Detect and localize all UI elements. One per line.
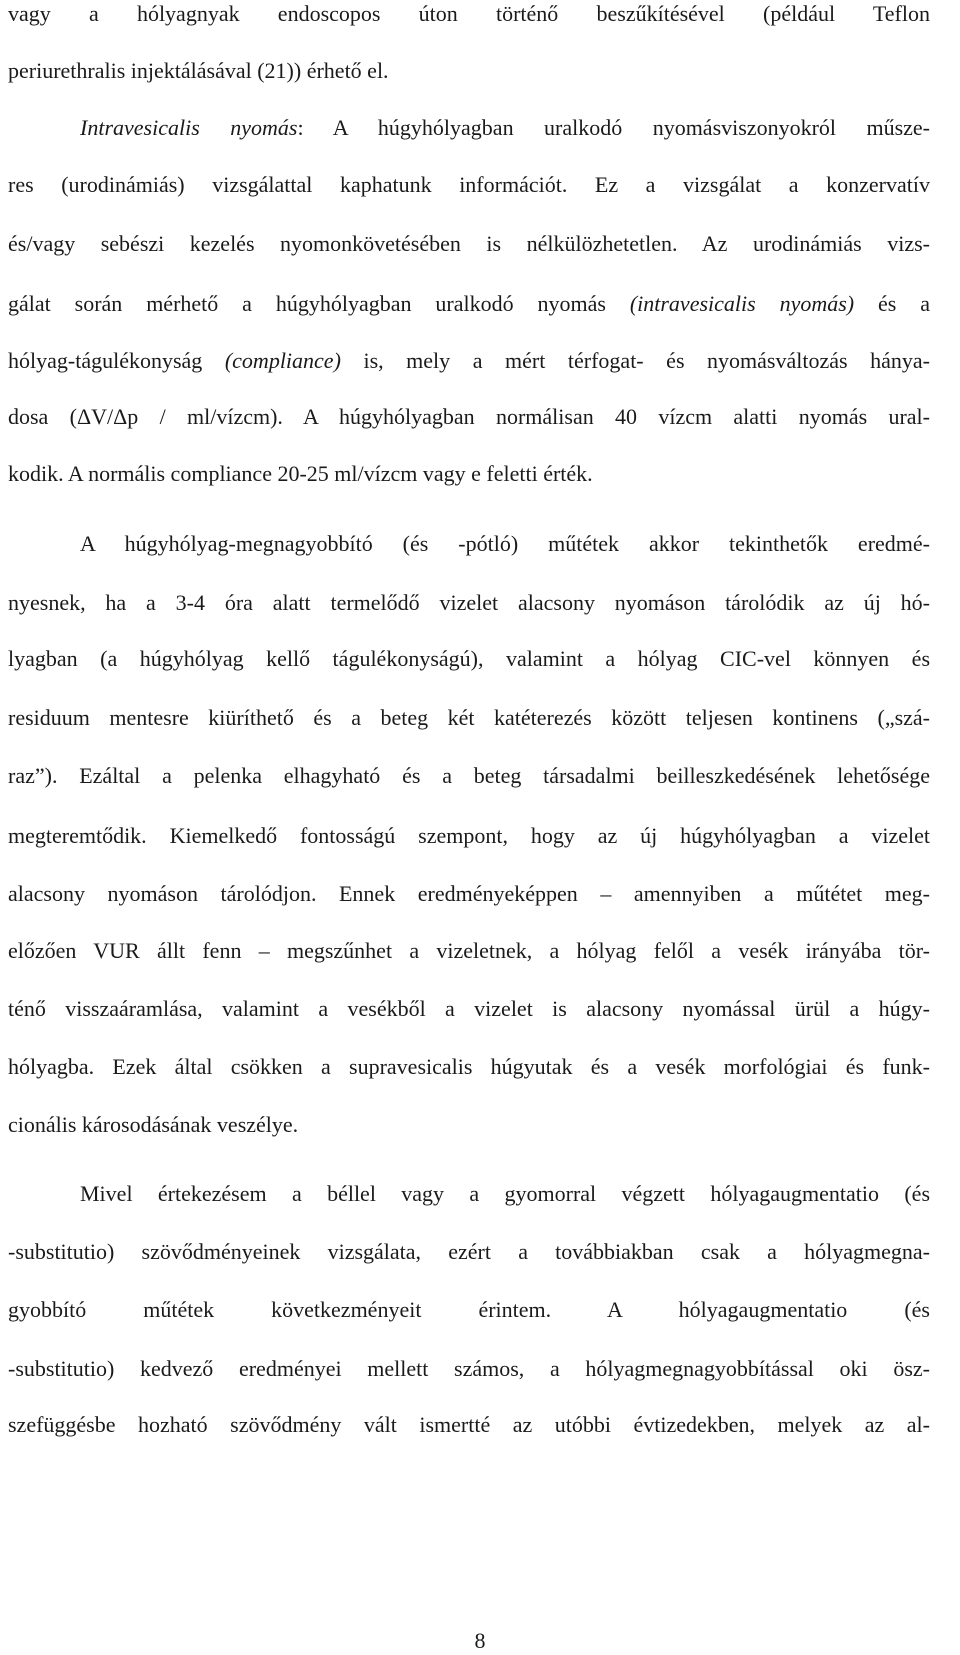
text-line (8, 530, 930, 558)
text-segment: Mivel értekezésem a béllel vagy a gyomorral végzett hólyagaugmentatio (és (80, 1181, 930, 1206)
text-segment: vagy a hólyagnyak endoscopos úton történő beszűkítésével (például Teflon (8, 1, 930, 26)
text-segment: hólyagba. Ezek által csökken a supravesicalis húgyutak és a vesék morfológiai és funk- (8, 1054, 930, 1079)
text-line (8, 1411, 930, 1439)
italic-text: (intravesicalis nyomás) (629, 291, 855, 316)
text-segment: -substitutio) szövődményeinek vizsgálata, ezért a továbbiakban csak a hólyagmegna- (8, 1239, 930, 1264)
text-segment: gálat során mérhető a húgyhólyagban uralkodó nyomás (8, 291, 630, 316)
text-line (8, 460, 930, 488)
text-line (8, 403, 930, 431)
text-segment: megteremtődik. Kiemelkedő fontosságú szempont, hogy az új húgyhólyagban a vizelet (8, 823, 930, 848)
text-line (8, 645, 930, 673)
text-line (8, 937, 930, 965)
text-segment: ténő visszaáramlása, valamint a vesékből a vizelet is alacsony nyomással ürül a húgy- (8, 996, 930, 1021)
text-line (8, 230, 930, 258)
text-segment: dosa (ΔV/Δp / ml/vízcm). A húgyhólyagban normálisan 40 vízcm alatti nyomás ural- (8, 404, 930, 429)
text-line (8, 822, 930, 850)
text-segment: kodik. A normális compliance 20-25 ml/vízcm vagy e feletti érték. (8, 461, 593, 486)
text-line (8, 1238, 930, 1266)
text-line (8, 1180, 930, 1208)
text-line (8, 1053, 930, 1081)
text-line (8, 171, 930, 199)
italic-text: (compliance) (224, 348, 341, 373)
italic-text: Intravesicalis nyomás (80, 115, 298, 140)
text-line (8, 347, 930, 375)
text-segment: residuum mentesre kiüríthető és a beteg két katéterezés között teljesen kontinens („szá- (8, 705, 930, 730)
text-line (8, 589, 930, 617)
text-line (8, 1111, 930, 1139)
text-segment: hólyag-tágulékonyság (8, 348, 225, 373)
text-line (8, 762, 930, 790)
text-segment: és/vagy sebészi kezelés nyomonkövetésében is nélkülözhetetlen. Az urodinámiás vizs- (8, 231, 930, 256)
text-segment: gyobbító műtétek következményeit érintem. A hólyagaugmentatio (és (8, 1297, 930, 1322)
text-line (8, 57, 930, 85)
text-line (8, 1355, 930, 1383)
text-line (8, 114, 930, 142)
text-segment: -substitutio) kedvező eredményei mellett számos, a hólyagmegnagyobbítással oki ösz- (8, 1356, 930, 1381)
text-segment: előzően VUR állt fenn – megszűnhet a vizeletnek, a hólyag felől a vesék irányába tör- (8, 938, 930, 963)
text-line (8, 1296, 930, 1324)
text-segment: : A húgyhólyagban uralkodó nyomásviszonyokról műsze- (297, 115, 931, 140)
text-line (8, 290, 930, 318)
text-line (8, 880, 930, 908)
text-segment: periurethralis injektálásával (21)) érhető el. (8, 58, 389, 83)
text-segment: nyesnek, ha a 3-4 óra alatt termelődő vizelet alacsony nyomáson tárolódik az új hó- (8, 590, 930, 615)
text-segment: is, mely a mért térfogat- és nyomásváltozás hánya- (340, 348, 930, 373)
text-segment: raz”). Ezáltal a pelenka elhagyható és a beteg társadalmi beilleszkedésének lehetősége (8, 763, 930, 788)
text-segment: res (urodinámiás) vizsgálattal kaphatunk információt. Ez a vizsgálat a konzervatív (8, 172, 930, 197)
text-line (8, 704, 930, 732)
page-number: 8 (474, 1628, 486, 1653)
text-line (8, 995, 930, 1023)
text-segment: alacsony nyomáson tárolódjon. Ennek eredményeképpen – amennyiben a műtétet meg- (8, 881, 930, 906)
text-segment: lyagban (a húgyhólyag kellő tágulékonyságú), valamint a hólyag CIC-vel könnyen és (8, 646, 930, 671)
text-segment: szefüggésbe hozható szövődmény vált ismertté az utóbbi évtizedekben, melyek az al- (8, 1412, 930, 1437)
text-segment: cionális károsodásának veszélye. (8, 1112, 299, 1137)
text-segment: A húgyhólyag-megnagyobbító (és -pótló) műtétek akkor tekinthetők eredmé- (80, 531, 930, 556)
text-line (8, 0, 930, 28)
text-segment: és a (854, 291, 931, 316)
